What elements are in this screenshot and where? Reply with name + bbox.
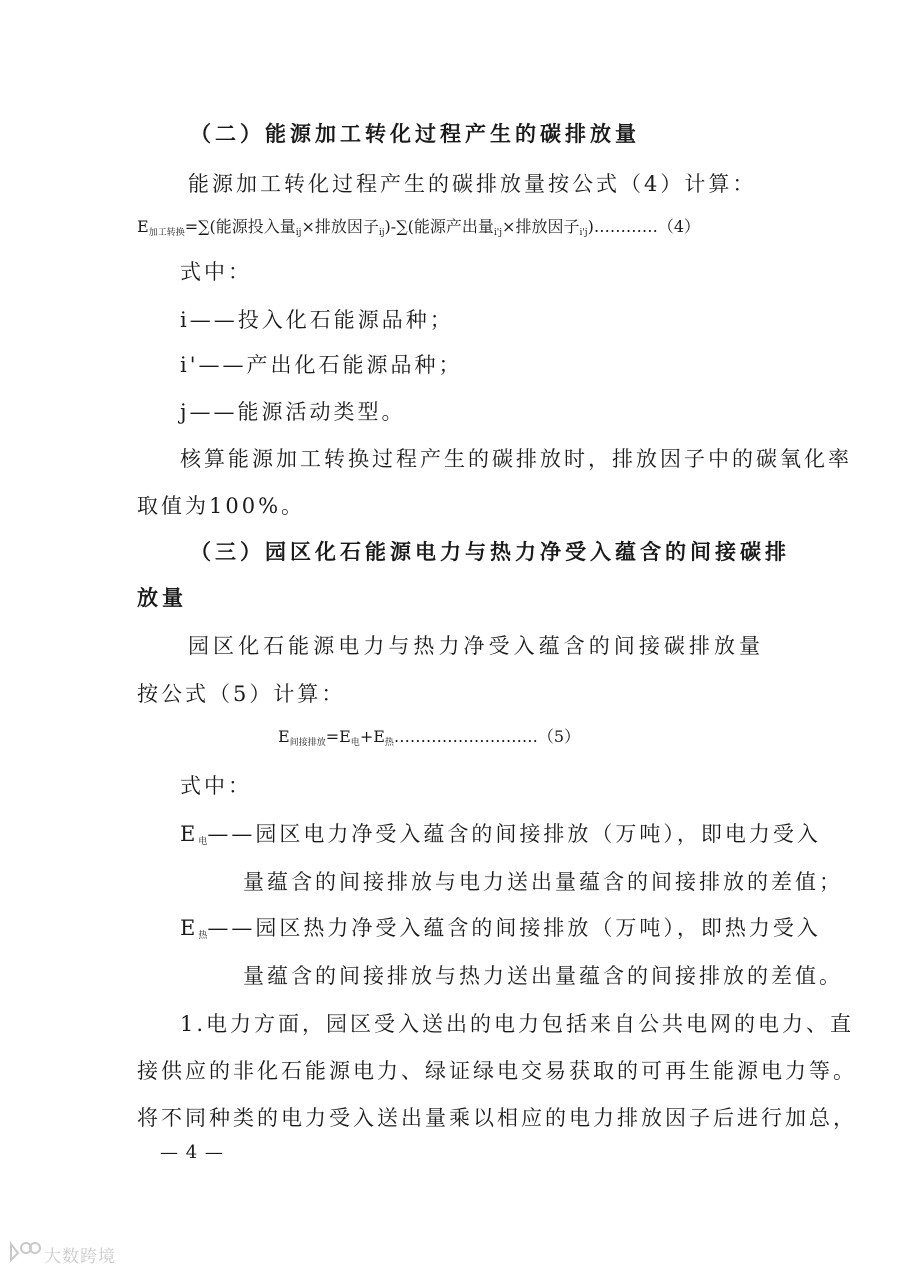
where-label-2: 式中： [180,774,252,798]
definition-e-heat-line-2: 量蕴含的间接排放与热力送出量蕴含的间接排放的差值。 [243,964,843,988]
note-line-2: 取值为100%。 [137,494,306,518]
page-number: — 4 — [160,1142,224,1163]
definition-j: j——能源活动类型。 [180,400,406,424]
section-3-intro-line-2: 按公式（5）计算： [137,682,346,706]
formula-5: $E_{间接排放}=E_电+E_热\dots\dots\dots\dots\dots\dots\dots\dots\dots(5)$ [278,727,581,748]
definition-e-heat-line-1: $E_热——$园区热力净受入蕴含的间接排放（万吨），即热力受入 [180,916,821,941]
watermark-text: 大数跨境 [44,1247,116,1267]
paragraph-1-line-1: 1.电力方面，园区受入送出的电力包括来自公共电网的电力、直 [180,1012,855,1036]
watermark [8,1240,123,1266]
section-heading-3-line-1: （三）园区化石能源电力与热力净受入蕴含的间接碳排 [190,540,790,564]
section-3-intro-line-1: 园区化石能源电力与热力净受入蕴含的间接碳排放量 [188,634,763,658]
note-line-1: 核算能源加工转换过程产生的碳排放时，排放因子中的碳氧化率 [180,447,852,471]
definition-e-electricity-line-1: $E_电——$园区电力净受入蕴含的间接排放（万吨），即电力受入 [180,822,821,847]
where-label-1: 式中： [180,260,252,284]
formula-4: $E_{加工转换}=\sum$(能源投入量$_{ij}$×排放因子$_{ij}$)-∑(能源产出量$_{i'j}$×排放因子$_{i'j}$)…………（4） [137,217,701,238]
definition-e-electricity-line-2: 量蕴含的间接排放与电力送出量蕴含的间接排放的差值； [243,870,843,894]
watermark-logo-icon [8,1240,42,1266]
section-heading-3-line-2: 放量 [137,586,187,610]
paragraph-1-line-3: 将不同种类的电力受入送出量乘以相应的电力排放因子后进行加总， [137,1106,857,1130]
paragraph-1-line-2: 接供应的非化石能源电力、绿证绿电交易获取的可再生能源电力等。 [137,1059,857,1083]
definition-i-prime: i'——产出化石能源品种； [180,353,463,377]
definition-i: i——投入化石能源品种； [180,308,454,332]
section-2-intro: 能源加工转化过程产生的碳排放量按公式（4）计算： [188,172,757,196]
section-heading-2: （二）能源加工转化过程产生的碳排放量 [190,122,640,146]
